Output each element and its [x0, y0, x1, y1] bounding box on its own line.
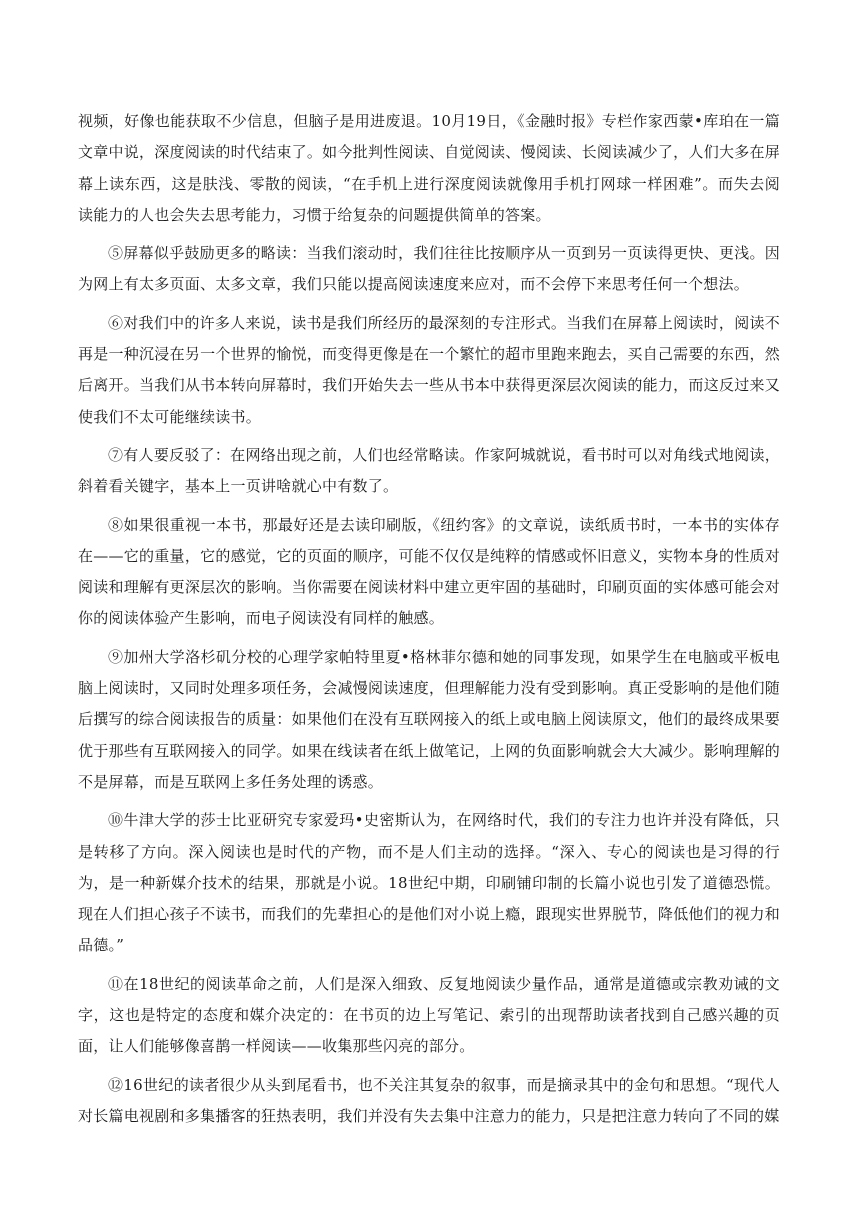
paragraph-12: ⑫16世纪的读者很少从头到尾看书，也不关注其复杂的叙事，而是摘录其中的金句和思想。“现代人对长篇电视剧和多集播客的狂热表明，我们并没有失去集中注意力的能力，只是把注意力转向了不同的媒	[78, 1075, 780, 1125]
article-body	[78, 106, 780, 1139]
paragraph-8: ⑧如果很重视一本书，那最好还是去读印刷版，《纽约客》的文章说，读纸质书时，一本书的实体存在——它的重量，它的感觉，它的页面的顺序，可能不仅仅是纯粹的情感或怀旧意义，实物本身的性质对阅读和理解有更深层次的影响。当你需要在阅读材料中建立更牢固的基础时，印刷页面的实体感可能会对你的阅读体验产生影响，而电子阅读没有同样的触感。	[78, 515, 780, 628]
paragraph-11: ⑪在18世纪的阅读革命之前，人们是深入细致、反复地阅读少量作品，通常是道德或宗教劝诫的文字，这也是特定的态度和媒介决定的：在书页的边上写笔记、索引的出现帮助读者找到自己感兴趣的页面，让人们能够像喜鹊一样阅读——收集那些闪亮的部分。	[78, 974, 780, 1056]
paragraph-5: ⑤屏幕似乎鼓励更多的略读：当我们滚动时，我们往往比按顺序从一页到另一页读得更快、更浅。因为网上有太多页面、太多文章，我们只能以提高阅读速度来应对，而不会停下来思考任何一个想法。	[78, 244, 780, 294]
paragraph-7: ⑦有人要反驳了：在网络出现之前，人们也经常略读。作家阿城就说，看书时可以对角线式地阅读，斜着看关键字，基本上一页讲啥就心中有数了。	[78, 445, 780, 496]
paragraph-9: ⑨加州大学洛杉矶分校的心理学家帕特里夏•格林菲尔德和她的同事发现，如果学生在电脑或平板电脑上阅读时，又同时处理多项任务，会减慢阅读速度，但理解能力没有受到影响。真正受影响的是他们随后撰写的综合阅读报告的质量：如果他们在没有互联网接入的纸上或电脑上阅读原文，他们的最终成果要优于那些有互联网接入的同学。如果在线读者在纸上做笔记，上网的负面影响就会大大减少。影响理解的不是屏幕，而是互联网上多任务处理的诱惑。	[78, 647, 780, 791]
paragraph-10: ⑩牛津大学的莎士比亚研究专家爱玛•史密斯认为，在网络时代，我们的专注力也许并没有降低，只是转移了方向。深入阅读也是时代的产物，而不是人们主动的选择。“深入、专心的阅读也是习得的行为，是一种新媒介技术的结果，那就是小说。18世纪中期，印刷铺印制的长篇小说也引发了道德恐慌。现在人们担心孩子不读书，而我们的先辈担心的是他们对小说上瘾，跟现实世界脱节，降低他们的视力和品德。”	[78, 811, 780, 955]
paragraph-continued: 视频，好像也能获取不少信息，但脑子是用进废退。10月19日，《金融时报》专栏作家西蒙•库珀在一篇文章中说，深度阅读的时代结束了。如今批判性阅读、自觉阅读、慢阅读、长阅读减少了，人们大多在屏幕上读东西，这是肤浅、零散的阅读，“在手机上进行深度阅读就像用手机打网球一样困难”。而失去阅读能力的人也会失去思考能力，习惯于给复杂的问题提供简单的答案。	[78, 112, 780, 224]
paragraph-6: ⑥对我们中的许多人来说，读书是我们所经历的最深刻的专注形式。当我们在屏幕上阅读时，阅读不再是一种沉浸在另一个世界的愉悦，而变得更像是在一个繁忙的超市里跑来跑去，买自己需要的东西，然后离开。当我们从书本转向屏幕时，我们开始失去一些从书本中获得更深层次阅读的能力，而这反过来又使我们不太可能继续读书。	[78, 313, 780, 426]
